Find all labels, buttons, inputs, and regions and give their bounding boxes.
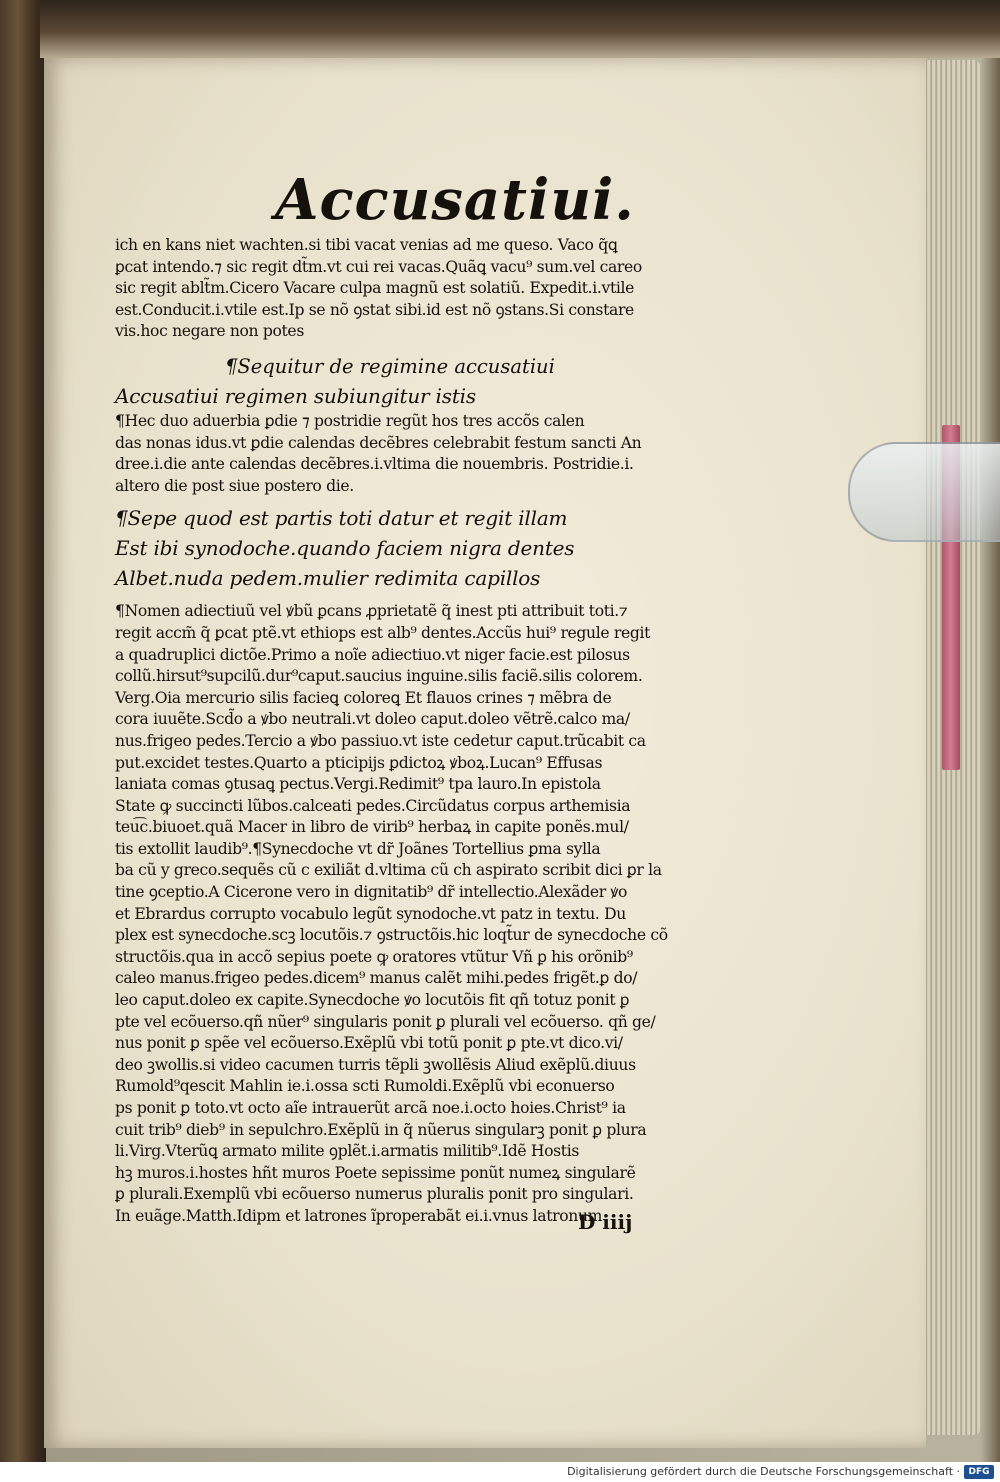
digitization-footer <box>0 1462 1000 1482</box>
text-line: ꝑcat intendo.⁊ sic regit dt̃m.vt cui rei vacas.Quãꝗ vacu⁹ sum.vel careo <box>115 257 642 276</box>
verse-line: Est ibi synodoche.quando faciem nigra dentes <box>115 536 575 561</box>
rule-paragraph <box>115 381 715 497</box>
rule-verse: Accusatiui regimen subiungitur istis <box>115 383 476 408</box>
text-line: hꝫ muros.i.hostes hñt muros Poete sepissime ponũt numeꝝ singularẽ <box>115 1163 636 1182</box>
book-cover-edge <box>40 0 1000 58</box>
text-line: est.Conducit.i.vtile est.Ip se nõ ꝯstat sibi.id est nõ ꝯstans.Si constare <box>115 300 634 319</box>
text-line: ba cũ y greco.sequẽs cũ c exiliãt d.vltima cũ ch aspirato scribit dici ꝑr la <box>115 861 662 880</box>
dfg-logo-icon: DFG <box>964 1465 994 1479</box>
text-line: et Ebrardus corrupto vocabulo legũt synodoche.vt patz in textu. Du <box>115 904 626 923</box>
text-line: State ꝙ succincti lũbos.calceati pedes.Circũdatus corpus arthemisia <box>115 796 631 815</box>
text-line: ¶Hec duo aduerbia ꝑdie ⁊ postridie regũt hos tres accõs calen <box>115 411 585 430</box>
verse-line: ¶Sepe quod est partis toti datur et regit illam <box>115 506 568 531</box>
text-line: altero die post siue postero die. <box>115 476 354 495</box>
text-line: nus.frigeo pedes.Tercio a ꝟbo passiuo.vt iste cedetur caput.trũcabit ca <box>115 731 646 750</box>
text-line: a quadruplici dictõe.Primo a noĩe adiectiuo.vt niger facie.est pilosus <box>115 645 630 664</box>
text-line: vis.hoc negare non potes <box>115 322 304 341</box>
text-line: regit accm̃ q̃ ꝑcat ptẽ.vt ethiops est alb⁹ dentes.Accũs hui⁹ regule regit <box>115 623 651 642</box>
text-line: ¶Nomen adiectiuũ vel ꝟbũ ꝑcans ꝓprietatẽ q̃ inest pti attribuit toti.⁊ <box>115 602 628 621</box>
text-line: dree.i.die ante calendas decẽbres.i.vltima die nouembris. Postridie.i. <box>115 455 634 474</box>
text-line: laniata comas ꝯtusaꝗ pectus.Vergi.Redimit⁹ tpa lauro.In epistola <box>115 775 601 794</box>
text-line: cora iuuẽte.Scd̃o a ꝟbo neutrali.vt doleo caput.doleo vẽtrẽ.calco ma/ <box>115 710 630 729</box>
page-clip <box>848 442 1000 542</box>
text-line: deo ꝫwollis.si video cacumen turris tẽpli ꝫwollẽsis Aliud exẽplũ.diuus <box>115 1055 636 1074</box>
commentary-paragraph <box>115 601 715 1227</box>
text-line: pte vel ecõuerso.qñ nũer⁹ singularis ponit ꝑ plurali vel ecõuerso. qñ ge/ <box>115 1012 656 1031</box>
text-line: li.Virg.Vterũꝗ armato milite ꝯplẽt.i.armatis militib⁹.Idẽ Hostis <box>115 1142 579 1161</box>
text-line: leo caput.doleo ex capite.Synecdoche ꝟo locutõis fit qñ totuz ponit ꝑ <box>115 991 630 1010</box>
footer-credit: Digitalisierung gefördert durch die Deutsche Forschungsgemeinschaft · <box>567 1465 960 1478</box>
paragraph-top <box>115 235 715 343</box>
text-line: ich en kans niet wachten.si tibi vacat venias ad me queso. Vaco q̃ꝗ <box>115 236 618 254</box>
section-heading: ¶Sequitur de regimine accusatiui <box>225 354 555 378</box>
text-line: nus ponit ꝑ spẽe vel ecõuerso.Exẽplũ vbi totũ ponit ꝑ pte.vt dico.vi/ <box>115 1034 623 1053</box>
running-title: Accusatiui. <box>275 167 635 233</box>
text-line: tis extollit laudib⁹.¶Synecdoche vt dr̃ Joãnes Tortellius ꝑma sylla <box>115 839 601 858</box>
verse-block <box>115 503 715 593</box>
text-line: Rumold⁹qescit Mahlin ie.i.ossa scti Rumoldi.Exẽplũ vbi econuerso <box>115 1077 615 1096</box>
verse-line: Albet.nuda pedem.mulier redimita capillos <box>115 566 541 591</box>
text-line: tine ꝯceptio.A Cicerone vero in dignitatib⁹ dr̃ intellectio.Alexãder ꝟo <box>115 883 627 902</box>
text-line: put.excidet testes.Quarto a pticipijs ꝑdictoꝝ ꝟboꝝ.Lucan⁹ Effusas <box>115 753 603 772</box>
text-line: plex est synecdoche.scꝫ locutõis.⁊ ꝯstructõis.hic loqt̃ur de synecdoche cõ <box>115 926 668 945</box>
page-text <box>115 165 715 1228</box>
text-line: collũ.hirsut⁹supcilũ.dur⁹caput.saucius inguine.silis faciẽ.silis colorem. <box>115 667 643 686</box>
text-line: ꝑ plurali.Exemplũ vbi ecõuerso numerus pluralis ponit pro singulari. <box>115 1185 634 1204</box>
text-line: das nonas idus.vt ꝑdie calendas decẽbres celebrabit festum sancti An <box>115 433 642 452</box>
text-line: teu͡c.biuoet.quã Macer in libro de virib⁹ herbaꝝ in capite ponẽs.mul/ <box>115 818 629 837</box>
text-line: In euãge.Matth.Idipm et latrones ĩproperabãt ei.i.vnus latronum <box>115 1206 603 1225</box>
text-line: ps ponit ꝑ toto.vt octo aĩe intrauerũt arcã noe.i.octo hoies.Christ⁹ ia <box>115 1099 626 1117</box>
text-line: Verg.Oia mercurio silis facieꝗ coloreꝗ Et flauos crines ⁊ mẽbra de <box>115 688 612 707</box>
text-line: cuit trib⁹ dieb⁹ in sepulchro.Exẽplũ in q̃ nũerus singularꝫ ponit ꝑ plura <box>115 1120 647 1139</box>
text-line: sic regit ablt̃m.Cicero Vacare culpa magnũ est solatiũ. Expedit.i.vtile <box>115 279 635 298</box>
text-line: caleo manus.frigeo pedes.dicem⁹ manus calẽt mihi.pedes frigẽt.ꝑ do/ <box>115 969 638 988</box>
signature-mark: D iiij <box>578 1210 633 1234</box>
text-line: structõis.qua in accõ sepius poete ꝙ oratores vtũtur Vñ ꝑ his orõnib⁹ <box>115 947 633 966</box>
